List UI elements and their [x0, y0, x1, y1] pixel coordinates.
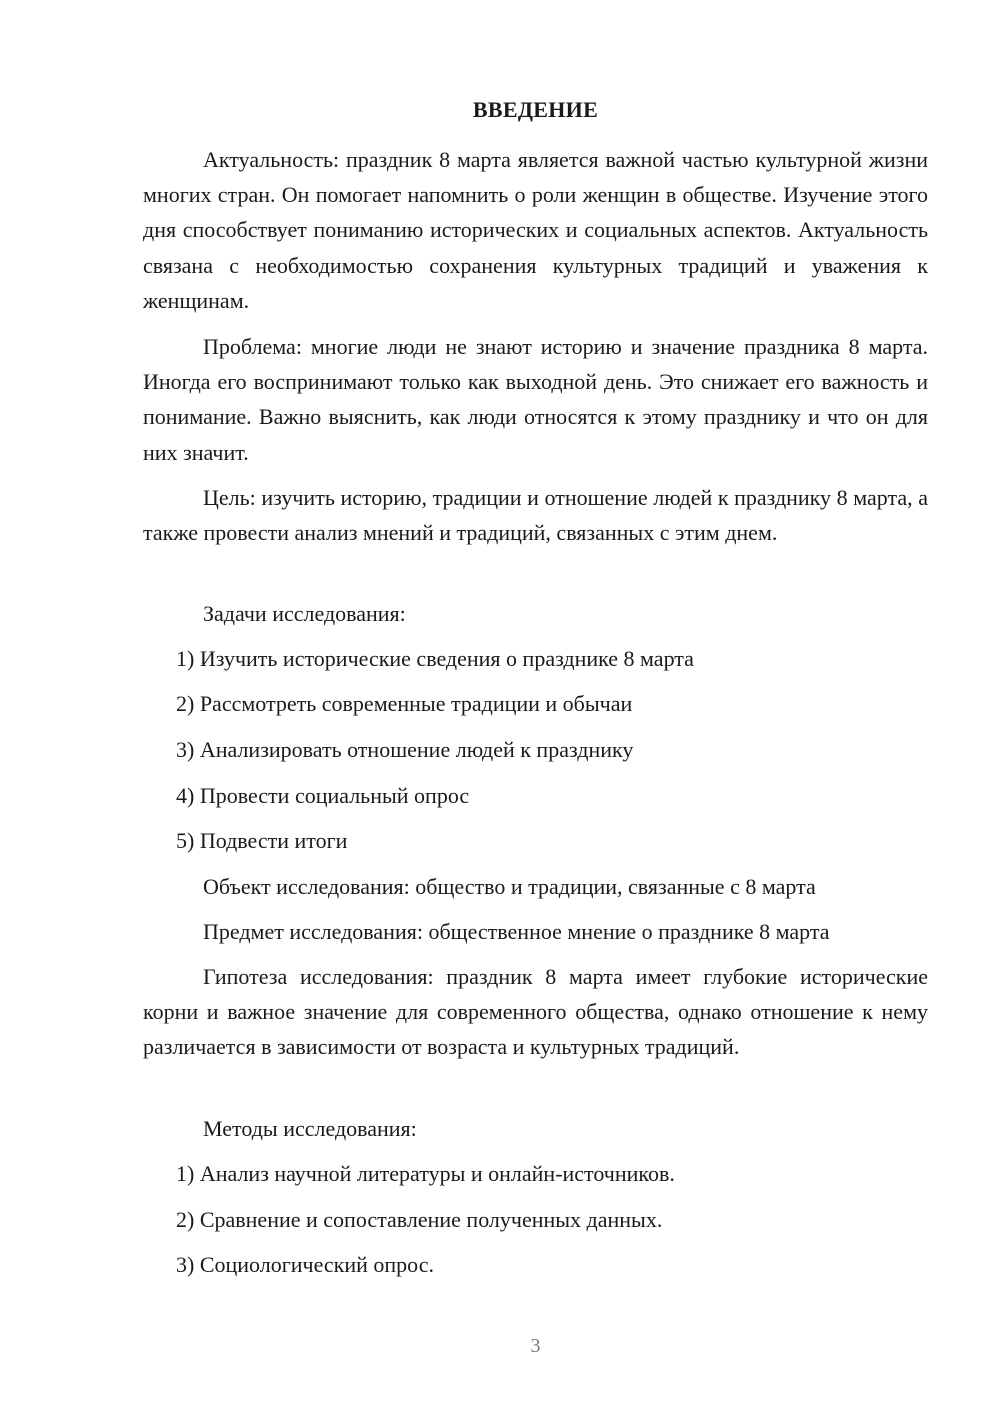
paragraph-goal: Цель: изучить историю, традиции и отношение людей к празднику 8 марта, а также провести анализ мнений и традиций, связанных с этим днем.	[143, 485, 928, 546]
method-item: 3) Социологический опрос.	[176, 1252, 434, 1277]
task-item: 5) Подвести итоги	[176, 828, 348, 853]
task-item: 2) Рассмотреть современные традиции и обычаи	[176, 691, 633, 716]
page-number: 3	[530, 1335, 541, 1357]
method-item: 2) Сравнение и сопоставление полученных данных.	[176, 1207, 663, 1232]
document-page	[143, 0, 928, 1414]
task-item: 4) Провести социальный опрос	[176, 783, 470, 808]
research-subject: Предмет исследования: общественное мнение о празднике 8 марта	[203, 919, 830, 944]
task-item: 1) Изучить исторические сведения о празднике 8 марта	[176, 646, 694, 671]
section-heading: ВВЕДЕНИЕ	[472, 97, 599, 122]
paragraph-hypothesis: Гипотеза исследования: праздник 8 марта имеет глубокие исторические корни и важное значение для современного общества, однако отношение к нему различается в зависимости от возраста и культурных традиций.	[143, 964, 928, 1060]
research-object: Объект исследования: общество и традиции, связанные с 8 марта	[203, 874, 816, 899]
methods-title: Методы исследования:	[203, 1116, 417, 1141]
paragraph-relevance: Актуальность: праздник 8 марта является важной частью культурной жизни многих стран. Он помогает напомнить о роли женщин в обществе. Изучение этого дня способствует пониманию исторических и социальных аспектов. Актуальность связана с необходимостью сохранения культурных традиций и уважения к женщинам.	[143, 147, 928, 313]
task-item: 3) Анализировать отношение людей к празднику	[176, 737, 634, 762]
method-item: 1) Анализ научной литературы и онлайн-источников.	[176, 1161, 675, 1186]
tasks-title: Задачи исследования:	[203, 601, 406, 626]
paragraph-problem: Проблема: многие люди не знают историю и значение праздника 8 марта. Иногда его воспринимают только как выходной день. Это снижает его важность и понимание. Важно выяснить, как люди относятся к этому празднику и что он для них значит.	[143, 334, 928, 465]
